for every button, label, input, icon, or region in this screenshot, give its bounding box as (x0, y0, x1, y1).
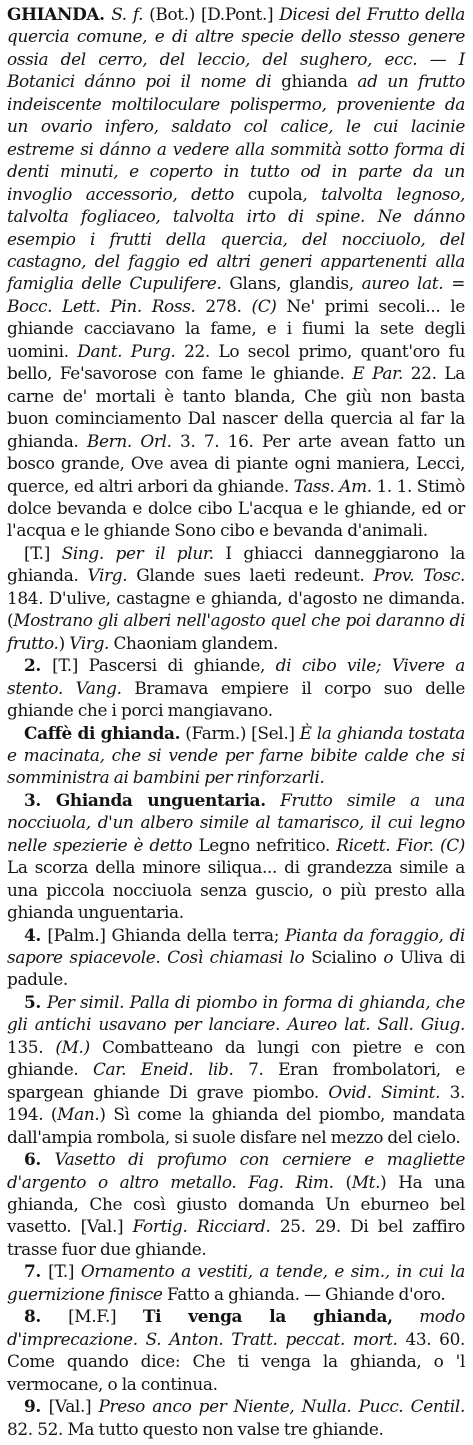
italic-text: Mt. (351, 1171, 381, 1192)
entry-paragraph (7, 924, 465, 991)
body-text: 25. 29. Di bel zaffiro trasse fuor due ghiande. (7, 1216, 465, 1259)
italic-text: Bern. Orl. (86, 430, 172, 451)
body-text: 3. 7. 16. Per arte avean fatto un bosco grande, Ove avea di piante ogni maniera, Lecci, querce, ed altri arbori da ghiande. (7, 430, 465, 496)
body-text: (Bot.) [D.Pont.] (143, 4, 280, 24)
body-text: 7. Eran frombolatori, e spargean ghiande Di grave piombo. (7, 1059, 465, 1102)
body-text: ) Ha una ghianda, Che così giusto domanda Un eburneo bel vasetto. [Val.] (7, 1171, 465, 1237)
body-text: 1. 1. Stimò dolce bevanda e dolce cibo L'acqua e le ghiande, ed or l'acqua e le ghiande Sono cibo e bevanda d'animali. (7, 475, 465, 541)
body-text: 184. D'ulive, castagne e ghianda, d'agosto ne dimanda. ( (7, 587, 465, 631)
italic-text: (C) (251, 295, 277, 316)
italic-text: Frutto simile a una nocciuola, d'un albero simile al tamarisco, il cui legno nelle spezierie è detto (7, 789, 465, 855)
italic-text: modo d'imprecazione. S. Anton. Tratt. peccat. mort. (7, 1306, 465, 1349)
entry-paragraph (7, 654, 465, 721)
italic-text: Preso anco per Niente, Nulla. Pucc. Centil. (98, 1396, 465, 1417)
headword: 6. (24, 1149, 55, 1170)
italic-text: di cibo vile; Vivere a stento. Vang. (7, 655, 465, 698)
body-text: ) Sì come la ghianda del piombo, mandata dall'ampia rombola, si suole disfare nel mezzo del cielo. (7, 1104, 465, 1147)
italic-text: Ricett. Fior. (336, 834, 434, 855)
headword: 9. (24, 1396, 49, 1417)
italic-text: ad un frutto indeiscente moltiloculare polispermo, proveniente da un ovario infero, saldato col calice, le cui lacinie estreme si dánno a vedere alla sommità sotto forma di denti minuti, e coperto in tutto od in parte da un invoglio accessorio, detto (7, 71, 465, 204)
italic-text: Pianta da foraggio, di sapore spiacevole. Così chiamasi lo (7, 924, 465, 968)
italic-text: Dicesi del Frutto della quercia comune, e di altre specie dello stesso genere ossia del cerro, del leccio, del sughero, ecc. — I Botanici dánno poi il nome di (7, 4, 466, 92)
italic-text: Dant. Purg. (77, 340, 176, 361)
italic-text: Car. Eneid. lib. (92, 1059, 234, 1080)
italic-text: Ornamento a vestiti, a tende, e sim., in cui la guernizione finisce (7, 1261, 465, 1304)
italic-text: Tass. Am. (293, 475, 372, 496)
headword: 5. (24, 991, 47, 1012)
entry-paragraph (7, 1148, 465, 1260)
body-text: ghianda (281, 71, 348, 92)
body-text: I ghiacci danneggiarono la ghianda. (7, 542, 465, 586)
entry-paragraph (7, 1260, 465, 1305)
body-text: 22. La carne de' mortali è tanto blanda, Che giù non basta buon cominciamento Dal nascer della quercia al far la ghianda. (7, 363, 465, 451)
headword: 3. Ghianda unguentaria. (24, 789, 266, 810)
body-text: 3. 194. ( (7, 1081, 465, 1125)
body-text: Legno nefritico. (192, 834, 337, 855)
headword: GHIANDA. (7, 4, 112, 24)
headword: Caffè di ghianda. (24, 722, 181, 743)
italic-text: S. f. (111, 4, 144, 24)
italic-text: (C) (439, 834, 466, 855)
italic-text: Virg. (69, 632, 110, 653)
italic-text: Sing. per il plur. (61, 542, 214, 563)
italic-text: Virg. (87, 565, 128, 586)
headword: 2. (24, 655, 53, 676)
italic-text: (M.) (55, 1036, 90, 1057)
body-text: [T.] (52, 655, 89, 676)
body-text: 22. Lo secol primo, quant'oro fu bello, Fe'savorose con fame le ghiande. (7, 340, 465, 384)
body-text: ) (58, 632, 70, 653)
entry-paragraph (7, 1395, 465, 1440)
entry-paragraph (7, 722, 465, 789)
headword: Ti venga la ghianda, (142, 1306, 393, 1327)
body-text: cupola (247, 183, 303, 204)
body-text: Chaoniam glandem. (109, 632, 279, 653)
headword: 8. (24, 1306, 69, 1327)
italic-text: , talvolta legnoso, talvolta fogliaceo, talvolta irto di spine. Ne dánno esempio i frutti della quercia, del nocciuolo, del castagno, del faggio ed altri generi appartenenti alla famiglia delle Cupulifere. (7, 183, 465, 294)
italic-text: Per simil. Palla di piombo in forma di ghianda, che gli antichi usavano per lanciare. Aureo lat. Sall. Giug. (7, 991, 465, 1035)
body-text: ( (333, 1171, 352, 1192)
italic-text: o (383, 947, 394, 968)
italic-text: Prov. Tosc. (373, 565, 465, 586)
italic-text: Vasetto di profumo con cerniere e magliette d'argento o altro metallo. Fag. Rim. (7, 1149, 465, 1192)
body-text: [Palm.] Ghianda della terra; (47, 924, 286, 945)
body-text: Glans, glandis, (221, 273, 362, 294)
italic-text: E Par. (352, 363, 403, 384)
entry-paragraph (7, 789, 465, 924)
entry-paragraph (7, 1305, 465, 1395)
body-text: [M.F.] (68, 1306, 143, 1327)
body-text: 82. 52. Ma tutto questo non valse tre ghiande. (7, 1418, 384, 1439)
body-text: [T.] (24, 542, 62, 563)
italic-text: Fortig. Ricciard. (132, 1216, 271, 1237)
body-text: Pascersi di ghiande, (88, 655, 276, 676)
body-text: [T.] (48, 1261, 81, 1282)
body-text: La scorza della minore siliqua... di grandezza simile a una piccola nocciuola senza guscio, o più presto alla ghianda unguentaria. (7, 857, 465, 923)
body-text: Glande sues laeti redeunt. (127, 565, 374, 586)
italic-text: Mostrano gli alberi nell'agosto quel che poi daranno di frutto. (7, 610, 465, 653)
headword: 7. (24, 1261, 49, 1282)
body-text: 278. (195, 295, 252, 316)
body-text: 43. 60. Come quando dice: Che ti venga la ghianda, o 'l vermocane, o la continua. (7, 1328, 465, 1394)
body-text: 135. (7, 1036, 56, 1057)
body-text: (Farm.) [Sel.] (180, 722, 300, 743)
italic-text: Man. (57, 1104, 100, 1125)
entry-paragraph (7, 991, 465, 1148)
entry-paragraph (7, 542, 465, 654)
headword: 4. (24, 924, 48, 945)
body-text: [Val.] (48, 1396, 99, 1417)
italic-text: È la ghianda tostata e macinata, che si vende per farne bibite calde che si somministra ai bambini per rinforzarli. (7, 722, 466, 788)
body-text: Scialino (304, 947, 384, 968)
body-text: Ne' primi secoli... le ghiande cacciavano la fame, e i fiumi la sete degli uomini. (7, 295, 465, 361)
italic-text: Ovid. Simint. (328, 1081, 441, 1102)
dictionary-entry-ghianda (7, 3, 465, 1440)
body-text: Uliva di padule. (7, 947, 465, 990)
body-text: Fatto a ghianda. — Ghiande d'oro. (162, 1283, 446, 1304)
body-text: Bramava empiere il corpo suo delle ghiande che i porci mangiavano. (7, 677, 465, 721)
body-text: Combatteano da lungi con pietre e con ghiande. (7, 1036, 465, 1080)
italic-text: aureo lat. = Bocc. Lett. Pin. Ross. (7, 273, 465, 316)
entry-paragraph (7, 3, 465, 542)
